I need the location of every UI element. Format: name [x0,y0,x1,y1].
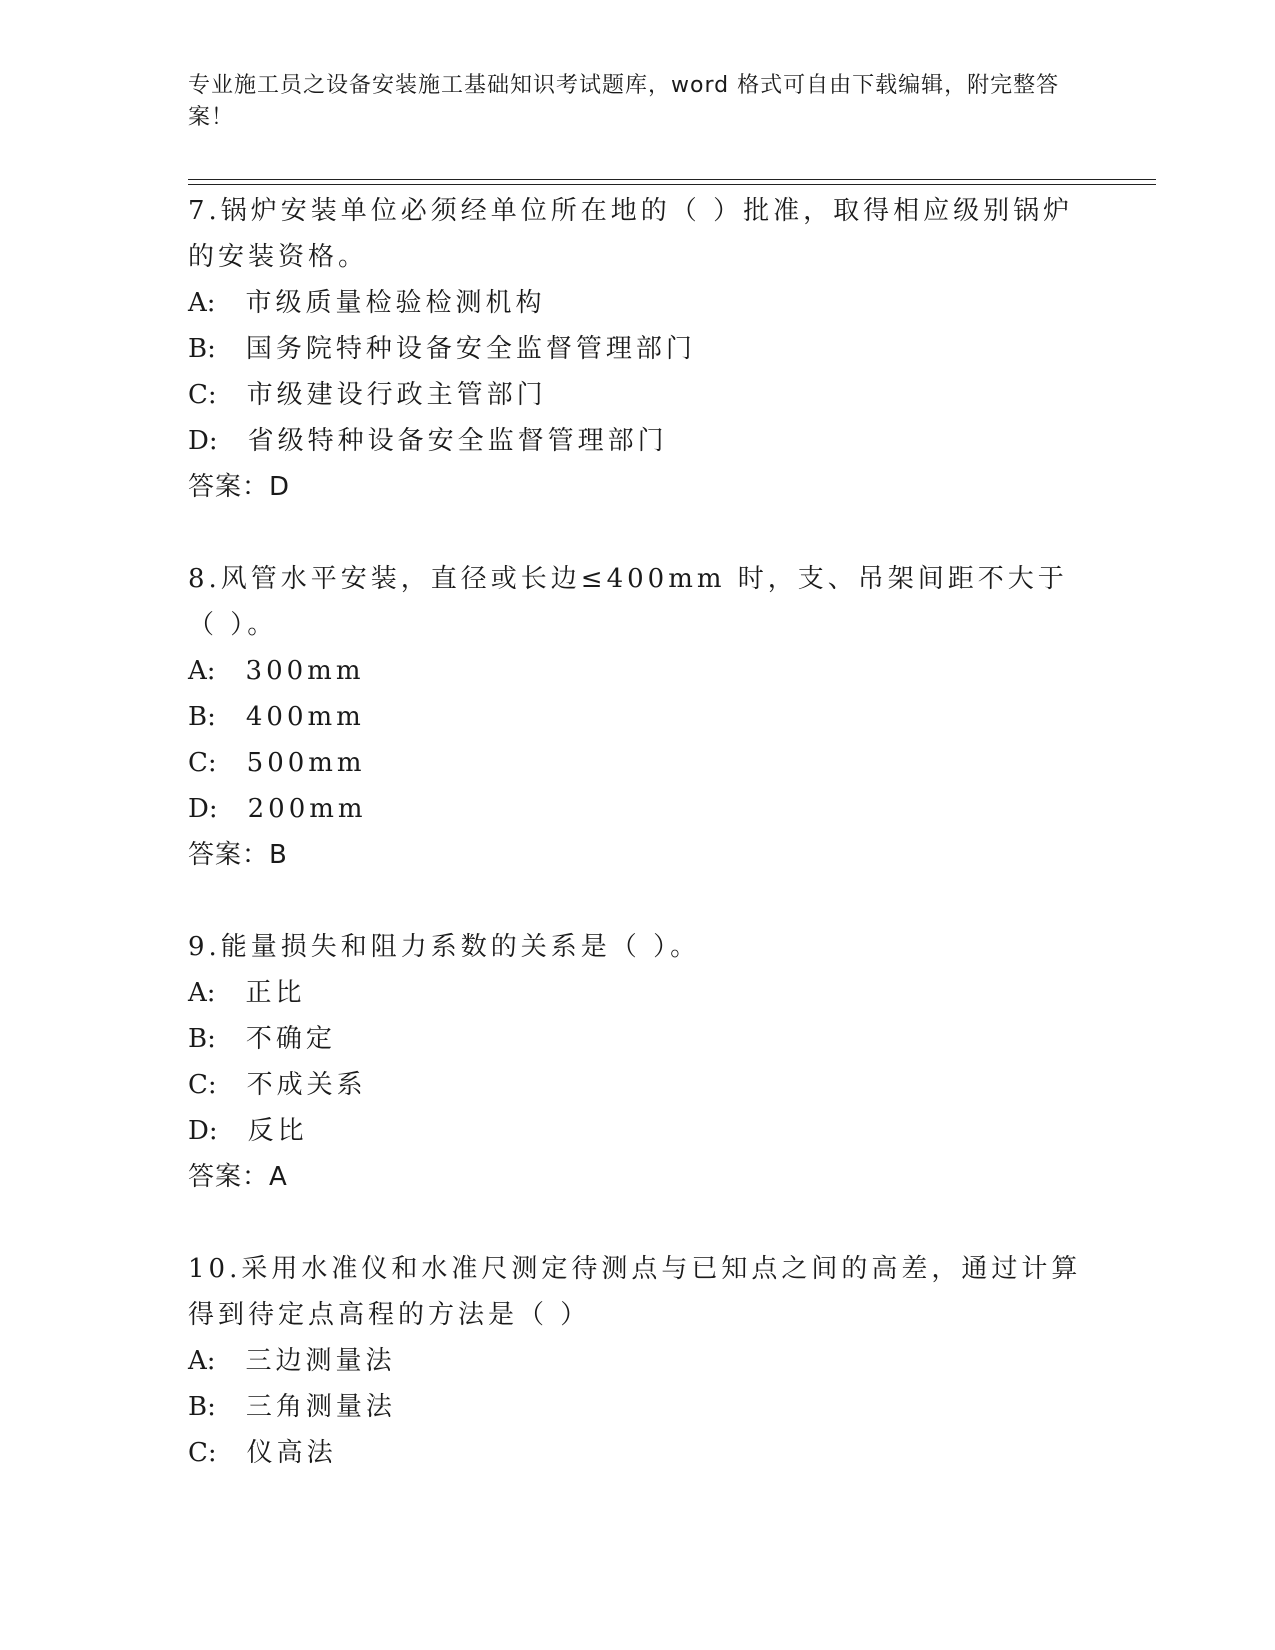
option-letter: A: [188,656,216,686]
option-letter: C: [188,1438,217,1468]
option-letter: C: [188,748,217,778]
option-d [188,418,1088,464]
option-text: 国务院特种设备安全监督管理部门 [245,334,696,364]
question-stem: 10.采用水准仪和水准尺测定待测点与已知点之间的高差，通过计算得到待定点高程的方法是（ ） [188,1254,1082,1330]
option-b [188,1016,1088,1062]
question-list [188,188,1088,1476]
option-a [188,648,1088,694]
option-d [188,1108,1088,1154]
option-c [188,740,1088,786]
option-text: 反比 [247,1116,308,1146]
option-letter: D: [188,426,218,456]
option-b [188,694,1088,740]
option-text: 不成关系 [246,1070,367,1100]
option-letter: A: [188,1346,216,1376]
option-a [188,970,1088,1016]
option-c [188,372,1088,418]
option-c [188,1430,1088,1476]
question-9 [188,924,1088,1200]
option-letter: C: [188,380,217,410]
option-a [188,280,1088,326]
option-letter: B: [188,702,216,732]
option-text: 仪高法 [246,1438,337,1468]
option-letter: B: [188,1392,216,1422]
option-text: 400mm [245,702,365,732]
header-rule-top [188,179,1156,180]
option-text: 市级建设行政主管部门 [246,380,547,410]
header-rule-bottom [188,184,1156,185]
option-text: 500mm [246,748,366,778]
answer-line: 答案：B [188,840,288,870]
option-letter: C: [188,1070,217,1100]
question-10 [188,1246,1088,1476]
option-text: 200mm [247,794,367,824]
option-text: 省级特种设备安全监督管理部门 [247,426,668,456]
answer-line: 答案：A [188,1162,288,1192]
question-stem: 9.能量损失和阻力系数的关系是（ ）。 [188,932,701,962]
option-text: 300mm [245,656,365,686]
option-text: 正比 [245,978,306,1008]
option-d [188,786,1088,832]
option-text: 三角测量法 [245,1392,396,1422]
option-c [188,1062,1088,1108]
option-a [188,1338,1088,1384]
option-letter: A: [188,978,216,1008]
option-b [188,1384,1088,1430]
option-b [188,326,1088,372]
question-stem: 7.锅炉安装单位必须经单位所在地的（ ）批准，取得相应级别锅炉的安装资格。 [188,196,1074,272]
document-header: 专业施工员之设备安装施工基础知识考试题库，word 格式可自由下载编辑，附完整答案！ [188,73,1060,130]
option-letter: D: [188,794,218,824]
option-text: 市级质量检验检测机构 [245,288,546,318]
option-text: 不确定 [245,1024,336,1054]
option-text: 三边测量法 [245,1346,396,1376]
option-letter: B: [188,334,216,364]
option-letter: B: [188,1024,216,1054]
option-letter: D: [188,1116,218,1146]
option-letter: A: [188,288,216,318]
question-stem: 8.风管水平安装，直径或长边≤400mm 时，支、吊架间距不大于（ ）。 [188,564,1068,640]
question-8 [188,556,1088,878]
answer-line: 答案：D [188,472,291,502]
question-7 [188,188,1088,510]
